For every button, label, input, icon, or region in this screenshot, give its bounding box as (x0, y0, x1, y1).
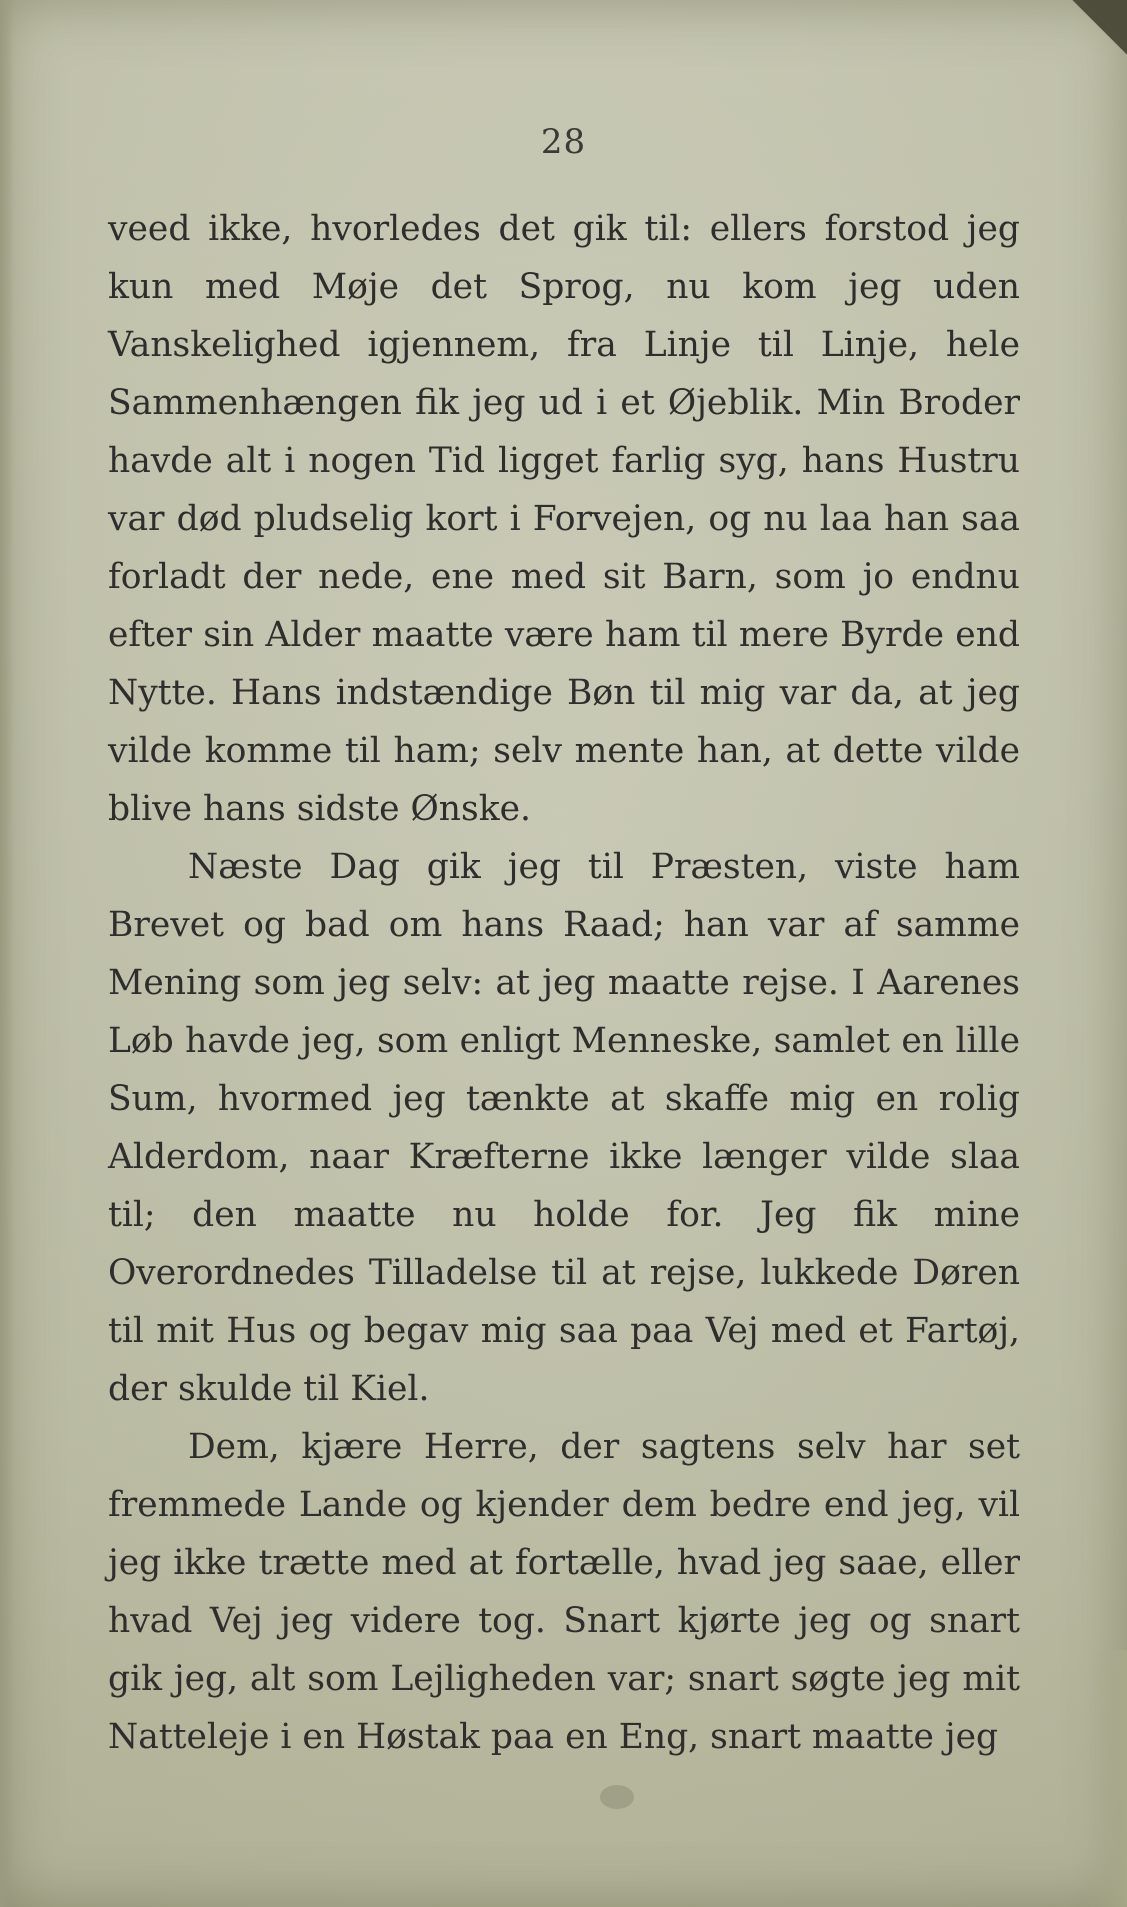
paragraph-2: Næste Dag gik jeg til Præsten, viste ham Brevet og bad om hans Raad; han var af samme Mening som jeg selv: at jeg maatte rejse. I Aarenes Løb havde jeg, som enligt Menneske, samlet en lille Sum, hvormed jeg tænkte at skaffe mig en rolig Alderdom, naar Kræfterne ikke længer vilde slaa til; den maatte nu holde for. Jeg fik mine Overordnedes Tilladelse til at rejse, lukkede Døren til mit Hus og begav mig saa paa Vej med et Fartøj, der skulde til Kiel. (108, 847, 1020, 1409)
page-number: 28 (540, 122, 587, 162)
folded-corner (1067, 0, 1127, 60)
ink-smudge (600, 1785, 634, 1809)
paragraph-1: veed ikke, hvorledes det gik til: ellers forstod jeg kun med Møje det Sprog, nu kom jeg uden Vanskelighed igjennem, fra Linje til Linje, hele Sammenhængen fik jeg ud i et Øjeblik. Min Broder havde alt i nogen Tid ligget farlig syg, hans Hustru var død pludselig kort i Forvejen, og nu laa han saa forladt der nede, ene med sit Barn, som jo endnu efter sin Alder maatte være ham til mere Byrde end Nytte. Hans indstændige Bøn til mig var da, at jeg vilde komme til ham; selv mente han, at dette vilde blive hans sidste Ønske. (108, 209, 1020, 829)
paragraph-3: Dem, kjære Herre, der sagtens selv har set fremmede Lande og kjender dem bedre end jeg, vil jeg ikke trætte med at fortælle, hvad jeg saae, eller hvad Vej jeg videre tog. Snart kjørte jeg og snart gik jeg, alt som Lejligheden var; snart søgte jeg mit Natteleje i en Høstak paa en Eng, snart maatte jeg (108, 1427, 1020, 1757)
body-text (108, 200, 1020, 1766)
worn-edge (1087, 1650, 1127, 1907)
